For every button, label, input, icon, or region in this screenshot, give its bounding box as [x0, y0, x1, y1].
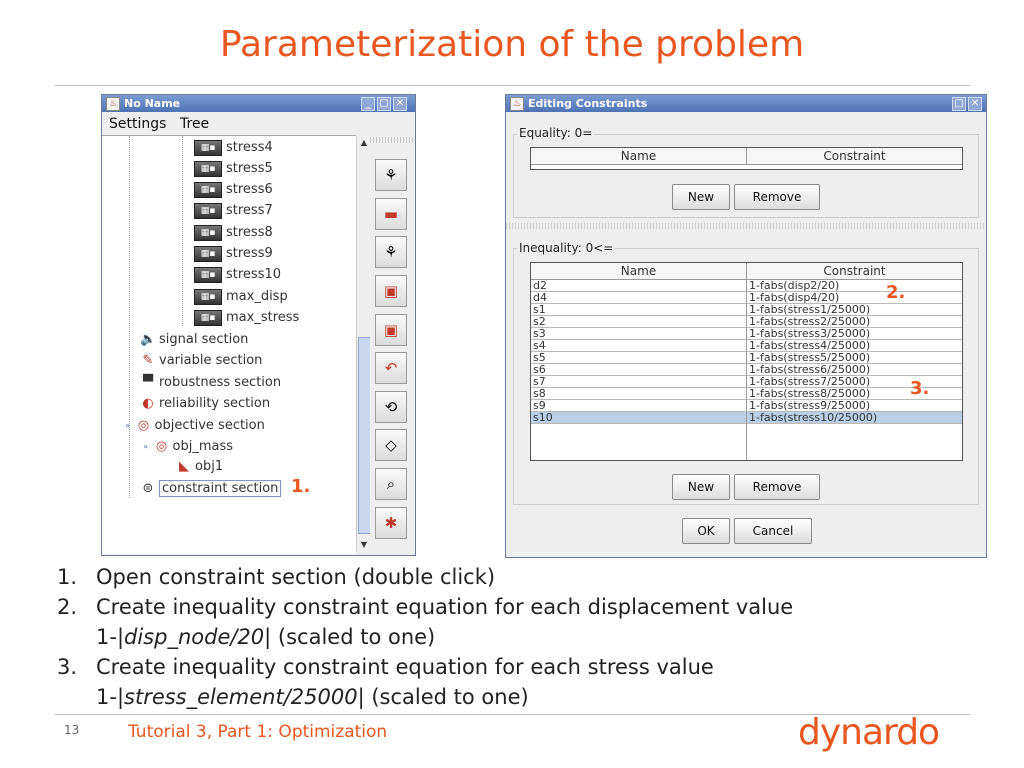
row-constraint: 1-fabs(stress1/25000): [749, 303, 871, 316]
response-node-icon: ▦▪: [194, 140, 222, 156]
tree-node-objective-section[interactable]: ⚬ ◎ objective section: [124, 417, 265, 433]
tree-node-constraint-section[interactable]: ⊜ constraint section: [140, 479, 281, 499]
row-name: s10: [533, 411, 553, 424]
constraint-icon: ⊜: [142, 480, 154, 496]
row-constraint: 1-fabs(stress6/25000): [749, 363, 871, 376]
row-name: s9: [533, 399, 546, 412]
row-constraint: 1-fabs(stress10/25000): [749, 411, 878, 424]
settings-icon[interactable]: ✱: [375, 507, 407, 539]
tree-window-titlebar[interactable]: [102, 95, 415, 112]
objective-icon: ◎: [155, 438, 168, 454]
response-node-icon: ▦▪: [194, 225, 222, 241]
slide-title: Parameterization of the problem: [219, 24, 805, 65]
step-3-formula: 1-|stress_element/25000| (scaled to one): [96, 685, 529, 709]
tree-scrollbar[interactable]: [356, 137, 371, 551]
row-name: s1: [533, 303, 546, 316]
annotation-1: 1.: [291, 476, 311, 497]
row-name: s3: [533, 327, 546, 340]
tree-node-reliability-section[interactable]: ◐ reliability section: [140, 394, 270, 414]
undo-icon[interactable]: ↶: [375, 352, 407, 384]
minimize-icon[interactable]: _: [361, 97, 375, 111]
footer-text: Tutorial 3, Part 1: Optimization: [128, 722, 388, 742]
annotation-2: 2.: [886, 282, 906, 303]
row-constraint: 1-fabs(stress5/25000): [749, 351, 871, 364]
row-constraint: 1-fabs(stress3/25000): [749, 327, 871, 340]
step-number: 2.: [57, 595, 78, 619]
equality-remove-button[interactable]: Remove: [734, 184, 820, 210]
toolbar-grip[interactable]: [370, 137, 413, 143]
maximize-icon[interactable]: □: [377, 97, 391, 111]
column-header-name[interactable]: Name: [531, 263, 747, 280]
close-icon[interactable]: ✕: [393, 97, 407, 111]
row-name: s2: [533, 315, 546, 328]
step-text: Create inequality constraint equation for each stress value: [96, 655, 714, 679]
response-node-icon: ▦▪: [194, 203, 222, 219]
row-constraint: 1-fabs(disp4/20): [749, 291, 840, 304]
folder-icon[interactable]: ▬: [375, 198, 407, 230]
tree-node-max-stress[interactable]: ▦▪ max_stress: [194, 308, 299, 328]
tree-node-stress6[interactable]: ▦▪ stress6: [194, 180, 273, 200]
tree-node-max-disp[interactable]: ▦▪ max_disp: [194, 287, 288, 307]
close-icon[interactable]: ✕: [968, 97, 982, 111]
tree-node-stress5[interactable]: ▦▪ stress5: [194, 159, 273, 179]
row-name: s5: [533, 351, 546, 364]
step-2-formula: 1-|disp_node/20| (scaled to one): [96, 625, 436, 649]
row-name: d2: [533, 279, 547, 292]
row-constraint: 1-fabs(stress8/25000): [749, 387, 871, 400]
row-name: s6: [533, 363, 546, 376]
ok-button[interactable]: OK: [682, 518, 730, 544]
tree-node-stress8[interactable]: ▦▪ stress8: [194, 223, 273, 243]
variable-icon: ✎: [142, 352, 154, 368]
column-separator: [746, 280, 747, 460]
tree-node-signal-section[interactable]: 🔈 signal section: [140, 331, 249, 347]
title-divider: [55, 85, 970, 86]
speaker-icon: 🔈: [140, 331, 157, 347]
column-header-constraint[interactable]: Constraint: [747, 148, 962, 165]
page-number: 13: [64, 723, 80, 737]
column-header-constraint[interactable]: Constraint: [747, 263, 962, 280]
row-constraint: 1-fabs(stress7/25000): [749, 375, 871, 388]
expanded-handle-icon: ⚬: [124, 422, 132, 432]
row-name: s4: [533, 339, 546, 352]
response-node-icon: ▦▪: [194, 267, 222, 283]
dynardo-logo: dynardo: [798, 712, 940, 753]
row-name: s8: [533, 387, 546, 400]
java-icon: ♨: [510, 97, 524, 111]
response-node-icon: ▦▪: [194, 182, 222, 198]
tree-node-stress10[interactable]: ▦▪ stress10: [194, 265, 281, 285]
scroll-up-icon[interactable]: ▲: [360, 138, 368, 147]
expanded-handle-icon: ⚬: [142, 443, 150, 453]
step-text: Open constraint section (double click): [96, 565, 496, 589]
row-constraint: 1-fabs(stress4/25000): [749, 339, 871, 352]
split-pane-divider[interactable]: [506, 223, 986, 229]
tree-node-stress4[interactable]: ▦▪ stress4: [194, 138, 273, 158]
response-node-icon: ▦▪: [194, 310, 222, 326]
step-number: 3.: [57, 655, 78, 679]
constraints-dialog: [505, 94, 987, 558]
add-tree-icon[interactable]: ⚘: [375, 236, 407, 268]
menu-settings[interactable]: Settings: [109, 116, 167, 132]
tree-node-obj1[interactable]: ◣ obj1: [176, 457, 223, 477]
tree-node-stress7[interactable]: ▦▪ stress7: [194, 201, 273, 221]
row-name: d4: [533, 291, 547, 304]
annotation-3: 3.: [910, 378, 930, 399]
tree-node-obj-mass[interactable]: ⚬ ◎ obj_mass: [142, 438, 234, 454]
tree-connector: [182, 136, 183, 326]
inequality-remove-button[interactable]: Remove: [734, 474, 820, 500]
tree-connector: [129, 136, 130, 498]
response-node-icon: ▦▪: [194, 289, 222, 305]
column-header-name[interactable]: Name: [531, 148, 747, 165]
cancel-button[interactable]: Cancel: [734, 518, 812, 544]
tree-view[interactable]: [102, 135, 356, 554]
step-text: Create inequality constraint equation for each displacement value: [96, 595, 794, 619]
inequality-new-button[interactable]: New: [672, 474, 730, 500]
equality-table[interactable]: [530, 147, 963, 170]
tree-window-title: No Name: [124, 97, 181, 110]
step-number: 1.: [57, 565, 78, 589]
tree-view-icon[interactable]: ⚘: [375, 159, 407, 191]
target-icon: ◎: [137, 417, 150, 433]
tree-node-stress9[interactable]: ▦▪ stress9: [194, 244, 273, 264]
equality-label: Equality: 0=: [519, 126, 593, 140]
tree-window: [101, 94, 416, 556]
dialog-titlebar[interactable]: [506, 95, 986, 112]
maximize-icon[interactable]: □: [952, 97, 966, 111]
cake-icon: ◣: [179, 458, 189, 474]
save-as-icon[interactable]: ▣: [375, 314, 407, 346]
anvil-icon: ▀: [143, 374, 153, 390]
menu-tree[interactable]: Tree: [180, 116, 210, 132]
tag-icon[interactable]: ◇: [375, 429, 407, 461]
row-constraint: 1-fabs(stress9/25000): [749, 399, 871, 412]
response-node-icon: ▦▪: [194, 246, 222, 262]
zoom-icon[interactable]: ⌕: [375, 468, 407, 500]
save-icon[interactable]: ▣: [375, 275, 407, 307]
java-icon: ♨: [106, 97, 120, 111]
row-name: s7: [533, 375, 546, 388]
tree-node-variable-section[interactable]: ✎ variable section: [140, 351, 262, 371]
scroll-down-icon[interactable]: ▼: [360, 540, 368, 549]
response-node-icon: ▦▪: [194, 161, 222, 177]
dialog-title: Editing Constraints: [528, 97, 648, 110]
row-constraint: 1-fabs(disp2/20): [749, 279, 840, 292]
inequality-label: Inequality: 0<=: [519, 241, 614, 255]
tree-node-robustness-section[interactable]: ▀ robustness section: [140, 373, 281, 393]
equality-new-button[interactable]: New: [672, 184, 730, 210]
menubar: [102, 113, 415, 135]
tool-strip: [370, 137, 413, 551]
reliability-icon: ◐: [142, 395, 154, 411]
refresh-icon[interactable]: ⟲: [375, 391, 407, 423]
row-constraint: 1-fabs(stress2/25000): [749, 315, 871, 328]
